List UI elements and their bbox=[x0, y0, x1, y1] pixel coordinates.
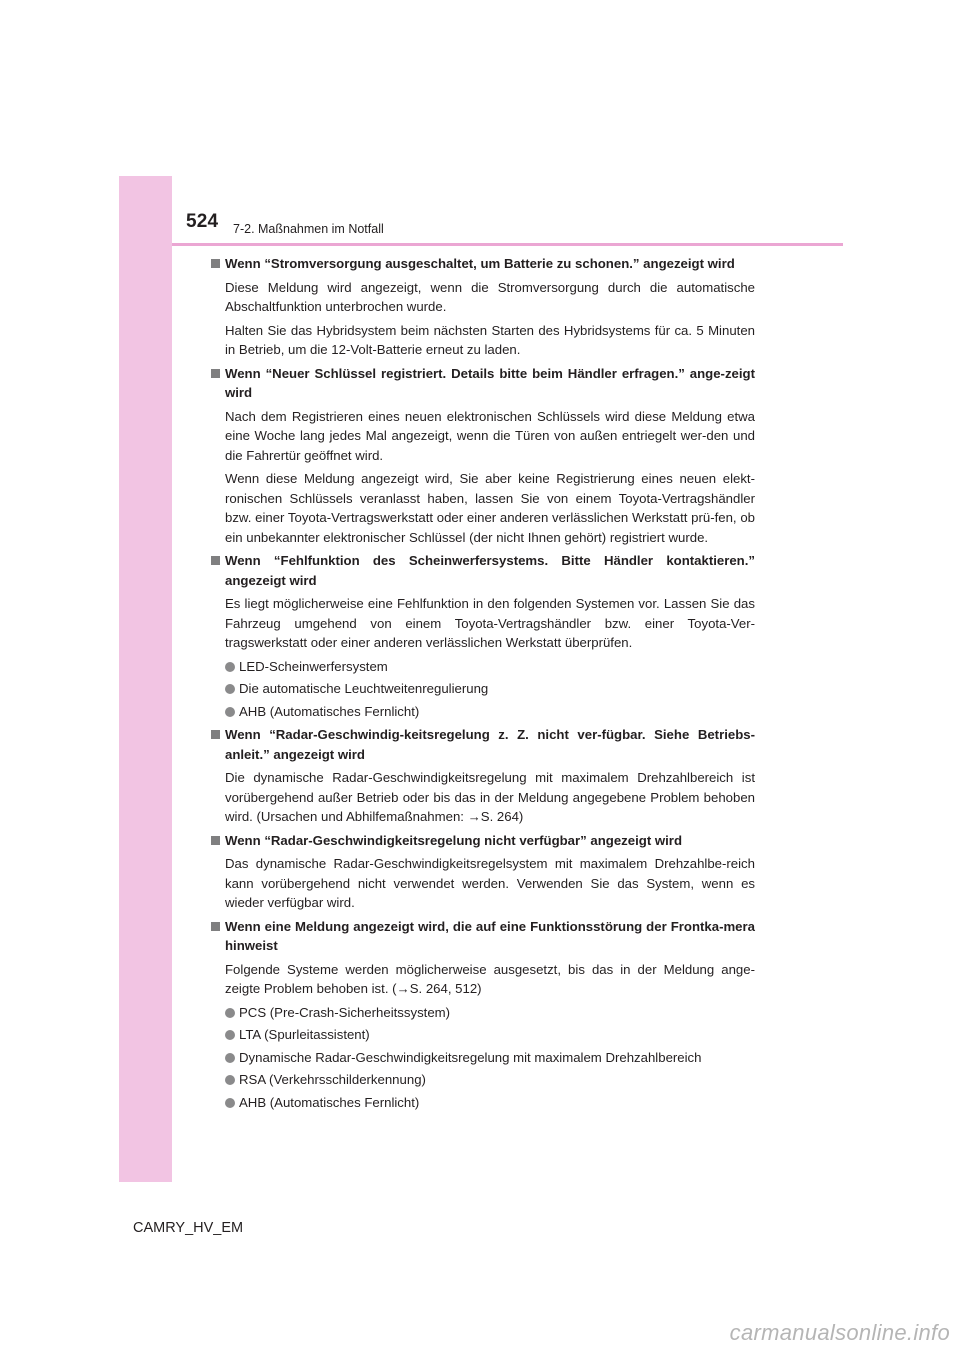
list-item: LTA (Spurleitassistent) bbox=[211, 1025, 755, 1045]
section-heading: Wenn “Stromversorgung ausgeschaltet, um Batterie zu schonen.” angezeigt wird bbox=[211, 254, 755, 274]
section-heading: Wenn “Radar-Geschwindigkeitsregelung nicht verfügbar” angezeigt wird bbox=[211, 831, 755, 851]
circle-bullet-icon bbox=[225, 1030, 235, 1040]
list-item: Dynamische Radar-Geschwindigkeitsregelung mit maximalem Drehzahlbereich bbox=[211, 1048, 755, 1068]
section-item bbox=[211, 254, 755, 360]
square-bullet-icon bbox=[211, 369, 220, 378]
circle-bullet-icon bbox=[225, 1008, 235, 1018]
circle-bullet-icon bbox=[225, 1098, 235, 1108]
section-item bbox=[211, 917, 755, 1113]
chapter-side-band bbox=[119, 176, 172, 1182]
circle-bullet-icon bbox=[225, 707, 235, 717]
circle-bullet-icon bbox=[225, 1053, 235, 1063]
list-item: Die automatische Leuchtweitenregulierung bbox=[211, 679, 755, 699]
body-paragraph: Wenn diese Meldung angezeigt wird, Sie aber keine Registrierung eines neuen elekt-ronischen Schlüssels veranlasst haben, lassen Sie von einem Toyota-Vertragshändler bzw. einer Toyota-Vertragswerkstatt oder einer anderen verlässlichen Werkstatt prü-fen, ob ein unbekannter elektronischer Schlüssel (der nicht Ihnen gehört) registriert wurde. bbox=[225, 471, 755, 545]
body-paragraph: Es liegt möglicherweise eine Fehlfunktion in den folgenden Systemen vor. Lassen Sie das Fahrzeug umgehend von einem Toyota-Vertragshändler bzw. einer Toyota-Ver-tragswerkstatt oder einer anderen verlässlichen Werkstatt überprüfen. bbox=[225, 596, 755, 650]
section-item bbox=[211, 551, 755, 721]
page-content bbox=[211, 254, 755, 1115]
body-paragraph: Das dynamische Radar-Geschwindigkeitsregelsystem mit maximalem Drehzahlbe-reich kann vorübergehend nicht verwendet werden. Verwenden Sie das System, wenn es wieder verfügbar wird. bbox=[225, 856, 755, 910]
list-item: AHB (Automatisches Fernlicht) bbox=[211, 1093, 755, 1113]
section-item bbox=[211, 831, 755, 913]
square-bullet-icon bbox=[211, 556, 220, 565]
body-paragraph: Folgende Systeme werden möglicherweise ausgesetzt, bis das in der Meldung ange-zeigte Problem behoben ist. (→S. 264, 512) bbox=[225, 961, 755, 996]
square-bullet-icon bbox=[211, 730, 220, 739]
section-item bbox=[211, 364, 755, 548]
section-heading: Wenn “Fehlfunktion des Scheinwerfersystems. Bitte Händler kontaktieren.” angezeigt wird bbox=[211, 551, 755, 590]
body-paragraph: Die dynamische Radar-Geschwindigkeitsregelung mit maximalem Drehzahlbereich ist vorübergehend außer Betrieb oder bis das in der Meldung angegebene Problem behoben wird. (Ursachen und Abhilfemaßnahmen: →S. 264) bbox=[225, 770, 755, 824]
page-number: 524 bbox=[186, 211, 219, 232]
model-code: CAMRY_HV_EM bbox=[133, 1220, 244, 1236]
watermark: carmanualsonline.info bbox=[729, 1320, 950, 1345]
section-heading: Wenn “Radar-Geschwindig-keitsregelung z. Z. nicht ver-fügbar. Siehe Betriebs-anleit.” angezeigt wird bbox=[211, 725, 755, 764]
body-paragraph: Halten Sie das Hybridsystem beim nächsten Starten des Hybridsystems für ca. 5 Minuten in Betrieb, um die 12-Volt-Batterie erneut zu laden. bbox=[225, 322, 755, 357]
list-item: AHB (Automatisches Fernlicht) bbox=[211, 702, 755, 722]
body-paragraph: Diese Meldung wird angezeigt, wenn die Stromversorgung durch die automatische Abschaltfunktion unterbrochen wurde. bbox=[225, 279, 755, 314]
section-heading: Wenn eine Meldung angezeigt wird, die auf eine Funktionsstörung der Frontka-mera hinweist bbox=[211, 917, 755, 956]
circle-bullet-icon bbox=[225, 684, 235, 694]
section-title: 7-2. Maßnahmen im Notfall bbox=[233, 222, 384, 236]
circle-bullet-icon bbox=[225, 1075, 235, 1085]
list-item: RSA (Verkehrsschilderkennung) bbox=[211, 1070, 755, 1090]
square-bullet-icon bbox=[211, 259, 220, 268]
list-item: LED-Scheinwerfersystem bbox=[211, 657, 755, 677]
list-item: PCS (Pre-Crash-Sicherheitssystem) bbox=[211, 1003, 755, 1023]
square-bullet-icon bbox=[211, 922, 220, 931]
section-item bbox=[211, 725, 755, 827]
header-rule bbox=[172, 243, 843, 246]
section-heading: Wenn “Neuer Schlüssel registriert. Details bitte beim Händler erfragen.” ange-zeigt wird bbox=[211, 364, 755, 403]
body-paragraph: Nach dem Registrieren eines neuen elektronischen Schlüssels wird diese Meldung etwa eine Woche lang jedes Mal angezeigt, wenn die Türen von außen entriegelt wer-den und die Fahrertür geöffnet wird. bbox=[225, 408, 755, 463]
square-bullet-icon bbox=[211, 836, 220, 845]
circle-bullet-icon bbox=[225, 662, 235, 672]
